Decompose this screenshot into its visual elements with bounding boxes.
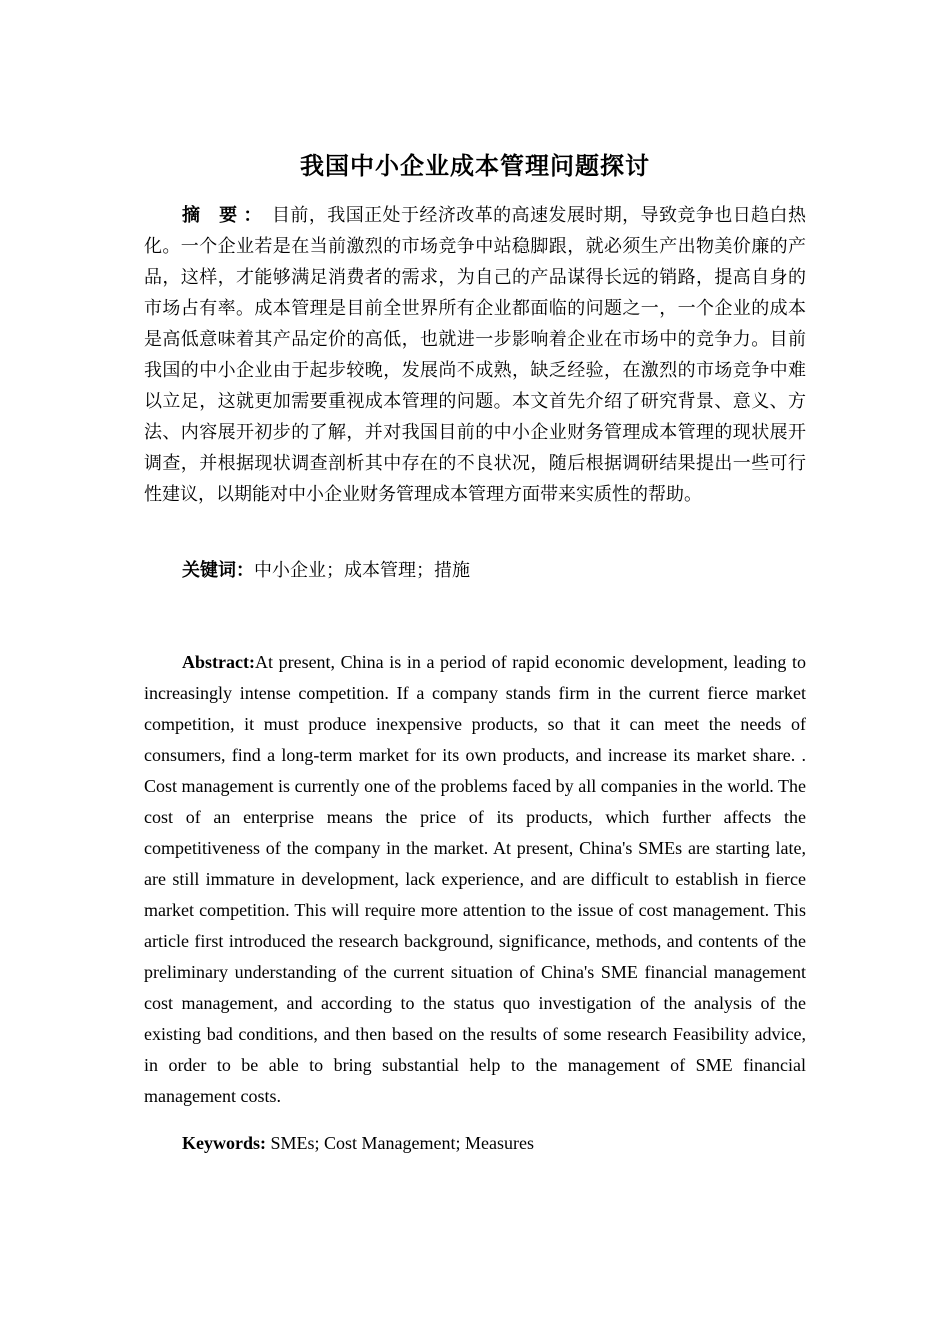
chinese-abstract-text: 目前，我国正处于经济改革的高速发展时期，导致竞争也日趋白热化。一个企业若是在当前激烈的市场竞争中站稳脚跟，就必须生产出物美价廉的产品，这样，才能够满足消费者的需求，为自己的产品谋得长远的销路，提高自身的市场占有率。成本管理是目前全世界所有企业都面临的问题之一，一个企业的成本是高低意味着其产品定价的高低，也就进一步影响着企业在市场中的竞争力。目前我国的中小企业由于起步较晚，发展尚不成熟，缺乏经验，在激烈的市场竞争中难以立足，这就更加需要重视成本管理的问题。本文首先介绍了研究背景、意义、方法、内容展开初步的了解，并对我国目前的中小企业财务管理成本管理的现状展开调查，并根据现状调查剖析其中存在的不良状况，随后根据调研结果提出一些可行性建议，以期能对中小企业财务管理成本管理方面带来实质性的帮助。 bbox=[144, 205, 806, 505]
english-keywords bbox=[182, 1128, 806, 1159]
chinese-abstract bbox=[144, 200, 806, 510]
english-keywords-text: SMEs; Cost Management; Measures bbox=[266, 1133, 534, 1153]
english-abstract bbox=[144, 647, 806, 1112]
english-abstract-text: At present, China is in a period of rapid economic development, leading to increasingly intense competition. If a company stands firm in the current fierce market competition, it must produce inexpensive products, so that it can meet the needs of consumers, find a long-term market for its own products, and increase its market share. . Cost management is currently one of the problems faced by all companies in the world. The cost of an enterprise means the price of its products, which further affects the competitiveness of the company in the market. At present, China's SMEs are starting late, are still immature in development, lack experience, and are difficult to establish in fierce market competition. This will require more attention to the issue of cost management. This article first introduced the research background, significance, methods, and contents of the preliminary understanding of the current situation of China's SME financial management cost management, and according to the status quo investigation of the analysis of the existing bad conditions, and then based on the results of some research Feasibility advice, in order to be able to bring substantial help to the management of SME financial management costs. bbox=[144, 652, 806, 1106]
chinese-keywords bbox=[182, 555, 806, 586]
english-abstract-label: Abstract: bbox=[182, 652, 255, 672]
chinese-keywords-text: 中小企业；成本管理；措施 bbox=[254, 560, 470, 581]
chinese-abstract-label: 摘 要： bbox=[182, 205, 268, 226]
page-title: 我国中小企业成本管理问题探讨 bbox=[300, 152, 650, 180]
chinese-keywords-label: 关键词： bbox=[182, 560, 254, 581]
english-keywords-label: Keywords: bbox=[182, 1133, 266, 1153]
